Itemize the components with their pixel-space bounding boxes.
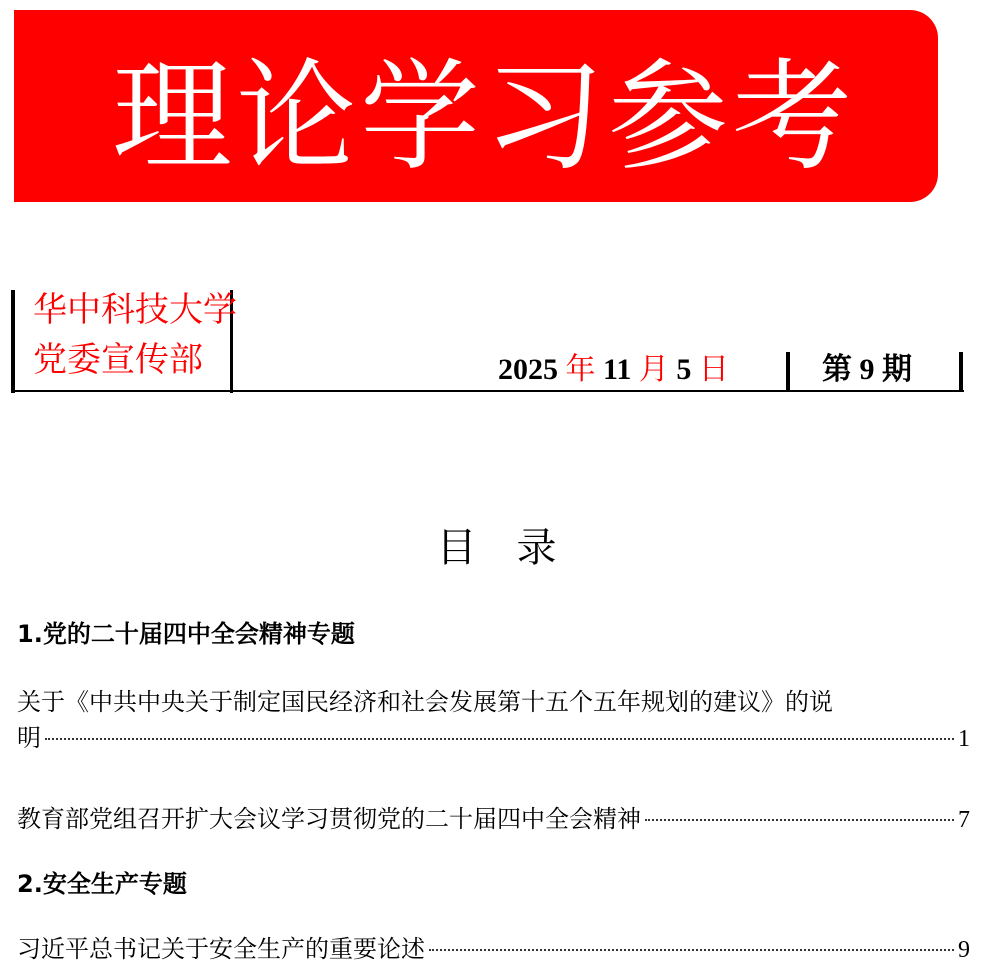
toc-title: 目录 xyxy=(436,525,597,571)
leader-dots xyxy=(429,948,954,951)
issue-number: 第 9 期 xyxy=(822,353,912,386)
issuer-block xyxy=(11,290,237,393)
toc-entry-page: 9 xyxy=(958,937,970,963)
issue-date xyxy=(498,350,729,390)
masthead-rule xyxy=(11,390,964,392)
date-divider xyxy=(786,352,790,392)
toc-entry[interactable] xyxy=(17,932,970,967)
date-month-unit: 月 xyxy=(638,352,669,387)
leader-dots xyxy=(645,818,954,821)
date-day-unit: 日 xyxy=(698,352,729,387)
toc-entry-title: 教育部党组召开扩大会议学习贯彻党的二十届四中全会精神 xyxy=(17,805,641,833)
toc-entry[interactable] xyxy=(17,802,970,837)
issuer-department: 党委宣传部 xyxy=(33,340,203,380)
toc-entry[interactable] xyxy=(17,685,970,756)
toc-section-heading: 2.安全生产专题 xyxy=(17,870,187,898)
date-year: 2025 xyxy=(498,353,558,386)
masthead-banner xyxy=(14,10,938,202)
date-year-unit: 年 xyxy=(565,352,596,387)
toc-entry-title-cont: 明 xyxy=(17,724,41,752)
leader-dots xyxy=(45,737,954,740)
toc-entry-page: 1 xyxy=(958,726,970,752)
issuer-university: 华中科技大学 xyxy=(33,290,237,330)
toc-entry-page: 7 xyxy=(958,807,970,833)
toc-entry-line xyxy=(17,721,970,756)
date-day: 5 xyxy=(676,353,692,386)
toc-entry-line xyxy=(17,932,970,967)
toc-entry-title: 关于《中共中央关于制定国民经济和社会发展第十五个五年规划的建议》的说 xyxy=(17,688,833,716)
publication-title: 理论学习参考 xyxy=(112,48,856,187)
toc-section-heading: 1.党的二十届四中全会精神专题 xyxy=(17,620,355,648)
date-month: 11 xyxy=(603,353,632,386)
issue-divider xyxy=(959,352,963,392)
toc-entry-line xyxy=(17,685,970,719)
toc-entry-title: 习近平总书记关于安全生产的重要论述 xyxy=(17,935,425,963)
toc-entry-line xyxy=(17,802,970,837)
